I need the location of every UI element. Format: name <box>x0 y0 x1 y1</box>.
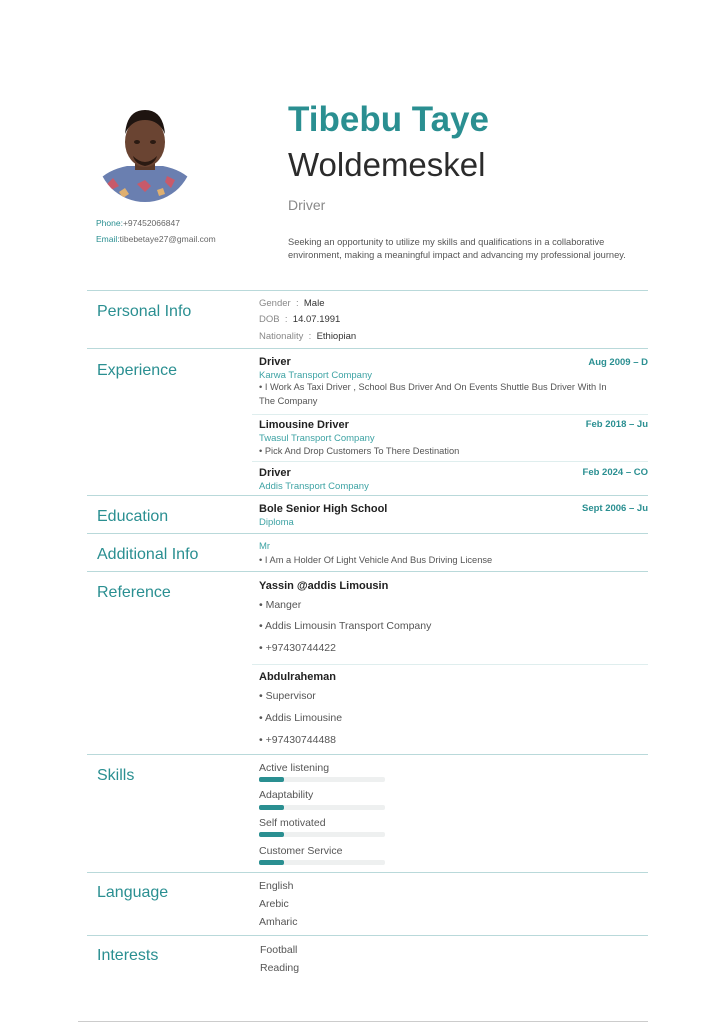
summary-text: Seeking an opportunity to utilize my skills and qualifications in a collaborative environment, making a meaningful impact and advancing my professional journey. <box>288 237 626 260</box>
experience-company: Karwa Transport Company <box>259 370 372 381</box>
experience-title: Limousine Driver <box>259 419 349 431</box>
education-degree: Diploma <box>259 517 294 528</box>
reference-position: • Manger <box>259 599 302 611</box>
section-divider <box>87 533 648 534</box>
nationality-sep: : <box>308 331 312 342</box>
reference-phone: • +97430744488 <box>259 734 336 746</box>
reference-phone: • +97430744422 <box>259 642 336 654</box>
section-divider <box>87 935 648 936</box>
nationality-row <box>259 331 356 342</box>
skill-name: Active listening <box>259 762 330 774</box>
experience-date: Feb 2024 – CO <box>582 467 648 478</box>
phone-line <box>96 218 180 228</box>
skill-name: Adaptability <box>259 789 314 801</box>
skill-bar <box>259 832 385 837</box>
reference-company: • Addis Limousin Transport Company <box>259 620 432 632</box>
section-title-language: Language <box>97 884 169 901</box>
skill-name: Self motivated <box>259 817 326 829</box>
skill-bar <box>259 805 385 810</box>
education-date: Sept 2006 – Ju <box>581 503 648 514</box>
nationality-value: Ethiopian <box>316 331 357 342</box>
skill-name: Customer Service <box>259 845 343 857</box>
page-bottom-line <box>78 1021 648 1022</box>
experience-company: Addis Transport Company <box>259 481 369 492</box>
skill-bar <box>259 860 385 865</box>
section-divider <box>87 290 648 291</box>
interest-item: Reading <box>260 962 300 974</box>
section-title-skills: Skills <box>97 767 135 784</box>
phone-value: +97452066847 <box>122 218 180 228</box>
experience-date: Aug 2009 – D <box>588 357 648 368</box>
entry-divider <box>252 664 648 665</box>
entry-divider <box>252 461 648 462</box>
profile-photo <box>97 104 193 202</box>
reference-position: • Supervisor <box>259 690 316 702</box>
section-title-reference: Reference <box>97 584 171 601</box>
experience-title: Driver <box>259 467 291 479</box>
section-title-experience: Experience <box>97 362 178 379</box>
language-item: Amharic <box>259 916 298 928</box>
reference-name: Abdulraheman <box>259 671 337 683</box>
experience-title: Driver <box>259 356 291 368</box>
skill-bar-fill <box>259 777 284 782</box>
section-title-personal: Personal Info <box>97 303 192 320</box>
experience-description: • Pick And Drop Customers To There Destination <box>259 446 460 456</box>
dob-row <box>259 314 340 325</box>
additional-text: • I Am a Holder Of Light Vehicle And Bus Driving License <box>259 555 493 565</box>
job-role: Driver <box>288 197 326 213</box>
interest-item: Football <box>260 944 298 956</box>
skill-bar-fill <box>259 832 284 837</box>
section-divider <box>87 571 648 572</box>
experience-description: The Company <box>259 396 318 406</box>
language-item: English <box>259 880 294 892</box>
skill-bar <box>259 777 385 782</box>
section-divider <box>87 872 648 873</box>
language-item: Arebic <box>259 898 289 910</box>
experience-date: Feb 2018 – Ju <box>585 419 648 430</box>
phone-label: Phone: <box>96 218 123 228</box>
skill-bar-fill <box>259 860 284 865</box>
education-school: Bole Senior High School <box>259 503 388 515</box>
email-label: Email: <box>96 234 120 244</box>
experience-description: • I Work As Taxi Driver , School Bus Driver And On Events Shuttle Bus Driver With In <box>259 382 607 392</box>
section-title-additional: Additional Info <box>97 546 199 563</box>
nationality-label: Nationality <box>259 331 304 342</box>
first-name: Tibebu Taye <box>288 100 489 139</box>
section-title-interests: Interests <box>97 947 159 964</box>
gender-value: Male <box>303 298 325 309</box>
section-divider <box>87 495 648 496</box>
email-value: tibebetaye27@gmail.com <box>119 234 216 244</box>
email-line <box>96 234 216 244</box>
dob-sep: : <box>284 314 288 325</box>
section-divider <box>87 754 648 755</box>
section-divider <box>87 348 648 349</box>
reference-name: Yassin @addis Limousin <box>259 580 389 592</box>
reference-company: • Addis Limousine <box>259 712 343 724</box>
section-title-education: Education <box>97 508 169 525</box>
skill-bar-fill <box>259 805 284 810</box>
gender-label: Gender <box>259 298 291 309</box>
dob-value: 14.07.1991 <box>292 314 341 325</box>
gender-sep: : <box>295 298 299 309</box>
entry-divider <box>252 414 648 415</box>
dob-label: DOB <box>259 314 280 325</box>
gender-row <box>259 298 324 309</box>
last-name: Woldemeskel <box>288 146 486 183</box>
experience-company: Twasul Transport Company <box>259 433 375 444</box>
additional-label: Mr <box>259 541 271 552</box>
